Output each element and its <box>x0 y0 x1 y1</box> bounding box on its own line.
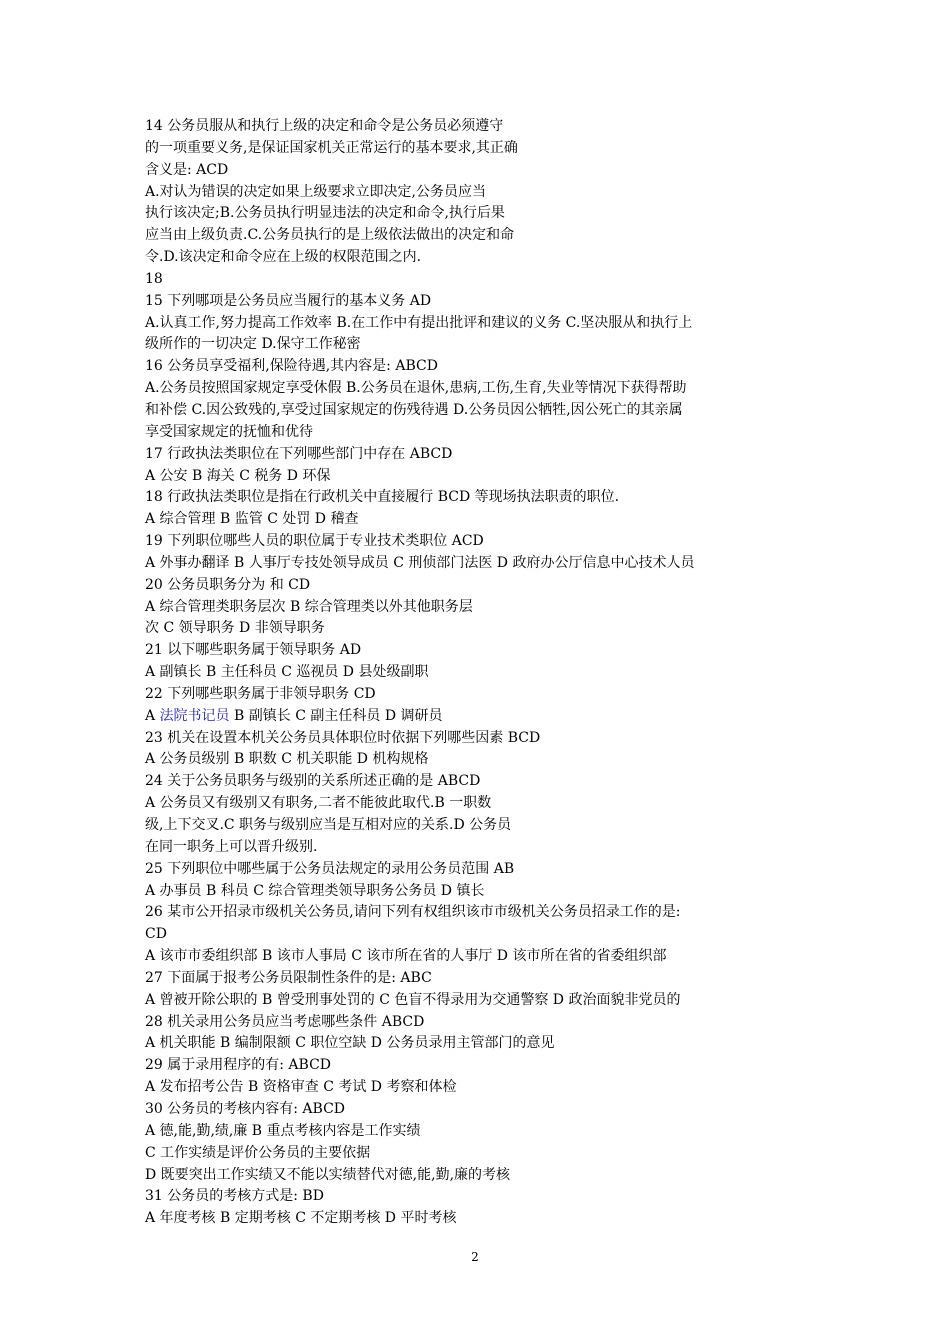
text-line: 28 机关录用公务员应当考虑哪些条件 ABCD <box>145 1013 425 1030</box>
text-line: A 办事员 B 科员 C 综合管理类领导职务公务员 D 镇长 <box>145 882 485 899</box>
text-line: 享受国家规定的抚恤和优待 <box>145 423 313 440</box>
text-line: A 公安 B 海关 C 税务 D 环保 <box>145 467 331 484</box>
text-block-bottom <box>145 728 825 1230</box>
text-line: 16 公务员享受福利,保险待遇,其内容是: ABCD <box>145 358 438 375</box>
text-line: 18 行政执法类职位是指在行政机关中直接履行 BCD 等现场执法职责的职位. <box>145 489 620 506</box>
text-line: CD <box>145 926 167 943</box>
text-block-top <box>145 116 825 706</box>
text-line: 在同一职务上可以晋升级别. <box>145 838 318 855</box>
document-body <box>145 116 825 1230</box>
text-line: 19 下列职位哪些人员的职位属于专业技术类职位 ACD <box>145 533 484 550</box>
text-line: 的一项重要义务,是保证国家机关正常运行的基本要求,其正确 <box>145 139 518 156</box>
text-line: 24 关于公务员职务与级别的关系所述正确的是 ABCD <box>145 773 481 790</box>
text-line: A 德,能,勤,绩,廉 B 重点考核内容是工作实绩 <box>145 1122 421 1139</box>
text-line: 31 公务员的考核方式是: BD <box>145 1188 324 1205</box>
text-line: A 综合管理类职务层次 B 综合管理类以外其他职务层 <box>145 598 473 615</box>
text-line: 执行该决定;B.公务员执行明显违法的决定和命令,执行后果 <box>145 205 505 222</box>
text-line: A 副镇长 B 主任科员 C 巡视员 D 县处级副职 <box>145 664 429 681</box>
text-line: A 公务员又有级别又有职务,二者不能彼此取代.B 一职数 <box>145 795 492 812</box>
text-line: 级所作的一切决定 D.保守工作秘密 <box>145 336 361 353</box>
line-suffix: B 副镇长 C 副主任科员 D 调研员 <box>229 707 443 724</box>
text-line: 次 C 领导职务 D 非领导职务 <box>145 620 325 637</box>
text-line: C 工作实绩是评价公务员的主要依据 <box>145 1144 371 1161</box>
text-line: A 公务员级别 B 职数 C 机关职能 D 机构规格 <box>145 751 429 768</box>
text-line: A 外事办翻译 B 人事厅专技处领导成员 C 刑侦部门法医 D 政府办公厅信息中心技术人员 <box>145 554 695 571</box>
text-line: 23 机关在设置本机关公务员具体职位时依据下列哪些因素 BCD <box>145 729 541 746</box>
text-line: A 发布招考公告 B 资格审查 C 考试 D 考察和体检 <box>145 1079 457 1096</box>
text-line: 20 公务员职务分为 和 CD <box>145 576 311 593</box>
text-line: 应当由上级负责.C.公务员执行的是上级依法做出的决定和命 <box>145 227 515 244</box>
text-line: A.对认为错误的决定如果上级要求立即决定,公务员应当 <box>145 183 487 200</box>
page-number: 2 <box>471 1250 479 1264</box>
line-prefix: A <box>145 707 160 724</box>
text-line: 27 下面属于报考公务员限制性条件的是: ABC <box>145 969 432 986</box>
text-line: A.公务员按照国家规定享受休假 B.公务员在退休,患病,工伤,生育,失业等情况下获得帮助 <box>145 380 687 397</box>
text-line: A 综合管理 B 监管 C 处罚 D 稽查 <box>145 511 359 528</box>
text-line: 令.D.该决定和命令应在上级的权限范围之内. <box>145 249 422 266</box>
text-line: 15 下列哪项是公务员应当履行的基本义务 AD <box>145 292 432 309</box>
text-line: 22 下列哪些职务属于非领导职务 CD <box>145 685 376 702</box>
text-line: 30 公务员的考核内容有: ABCD <box>145 1100 346 1117</box>
text-line-with-link <box>145 706 825 728</box>
text-line: A 机关职能 B 编制限额 C 职位空缺 D 公务员录用主管部门的意见 <box>145 1035 555 1052</box>
text-line: A.认真工作,努力提高工作效率 B.在工作中有提出批评和建议的义务 C.坚决服从和执行上 <box>145 314 693 331</box>
text-line: 含义是: ACD <box>145 161 229 178</box>
text-line: 25 下列职位中哪些属于公务员法规定的录用公务员范围 AB <box>145 860 515 877</box>
text-line: 级,上下交叉.C 职务与级别应当是互相对应的关系.D 公务员 <box>145 817 512 833</box>
text-line: 和补偿 C.因公致残的,享受过国家规定的伤残待遇 D.公务员因公牺牲,因公死亡的其亲属 <box>145 401 683 418</box>
text-line: 26 某市公开招录市级机关公务员,请问下列有权组织该市市级机关公务员招录工作的是: <box>145 904 681 921</box>
link-court-clerk[interactable]: 法院书记员 <box>159 707 230 724</box>
text-line: D 既要突出工作实绩又不能以实绩替代对德,能,勤,廉的考核 <box>145 1166 511 1183</box>
text-line: 14 公务员服从和执行上级的决定和命令是公务员必须遵守 <box>145 118 504 134</box>
text-line: 17 行政执法类职位在下列哪些部门中存在 ABCD <box>145 445 453 462</box>
text-line: A 曾被开除公职的 B 曾受刑事处罚的 C 色盲不得录用为交通警察 D 政治面貌非党员的 <box>145 991 681 1008</box>
text-line: 18 <box>145 270 163 287</box>
text-line: 21 以下哪些职务属于领导职务 AD <box>145 642 362 659</box>
text-line: A 该市市委组织部 B 该市人事局 C 该市所在省的人事厅 D 该市所在省的省委组织部 <box>145 948 667 965</box>
text-line: A 年度考核 B 定期考核 C 不定期考核 D 平时考核 <box>145 1210 457 1227</box>
text-line: 29 属于录用程序的有: ABCD <box>145 1057 332 1074</box>
